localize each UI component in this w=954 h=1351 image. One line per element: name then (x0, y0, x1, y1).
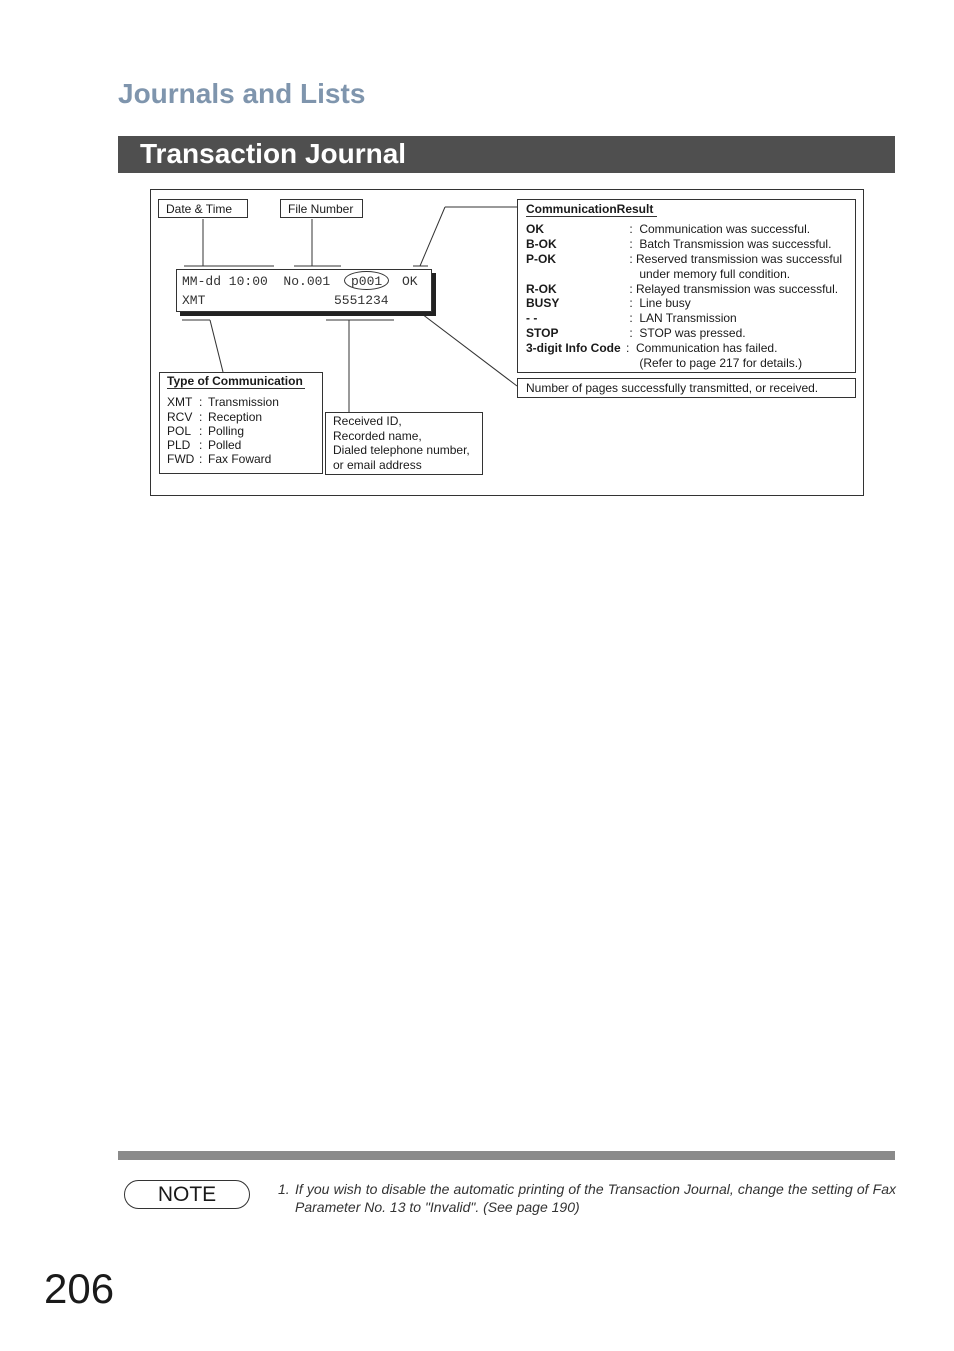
result-row (526, 252, 855, 282)
recv-line: Received ID, (333, 414, 402, 428)
printout-number: 5551234 (334, 293, 389, 308)
note-number: 1. (278, 1181, 290, 1197)
section-title: Journals and Lists (118, 78, 366, 109)
type-row (167, 410, 322, 424)
pages-note-box: Number of pages successfully transmitted, or received. (517, 378, 856, 398)
journal-diagram (150, 189, 864, 496)
result-desc: : Reserved transmission was successful under memory full condition. (629, 251, 843, 281)
result-code: 3-digit Info Code (526, 340, 621, 355)
type-row (167, 395, 322, 409)
result-desc: : Communication was successful. (626, 222, 811, 237)
result-desc: : Line busy (626, 296, 691, 311)
result-code: R-OK (526, 281, 557, 296)
result-code: BUSY (526, 296, 560, 311)
note-body: If you wish to disable the automatic printing of the Transaction Journal, change the setting of Fax Parameter No. 13 to "Invalid". (See page 190) (295, 1181, 896, 1215)
type-code: XMT (167, 395, 193, 410)
received-id-box (325, 412, 483, 475)
type-row (167, 438, 322, 452)
note-text (278, 1180, 896, 1216)
recv-line: or email address (333, 457, 422, 472)
result-desc: : Relayed transmission was successful. (626, 281, 839, 296)
type-sep: : (199, 423, 203, 438)
page-title: Transaction Journal (140, 138, 407, 169)
type-desc: Polling (208, 423, 245, 438)
type-sep: : (199, 409, 203, 424)
result-row (526, 282, 855, 297)
result-desc: : STOP was pressed. (626, 325, 746, 340)
type-row (167, 452, 322, 466)
result-row (526, 296, 855, 311)
type-desc: Polled (208, 438, 242, 452)
result-row (526, 311, 855, 326)
result-code: - - (526, 311, 538, 326)
result-row (526, 237, 855, 252)
date-time-label: Date & Time (158, 199, 248, 218)
page-number: 206 (44, 1265, 115, 1312)
type-row (167, 424, 322, 438)
printout-pages: p001 (351, 274, 383, 289)
recv-line: Recorded name, (333, 428, 422, 443)
type-sep: : (199, 395, 203, 410)
result-row (526, 326, 855, 341)
pages-highlight-oval (344, 271, 389, 290)
type-code: POL (167, 423, 192, 438)
result-row (526, 222, 855, 237)
note-divider (118, 1151, 895, 1160)
title-bar (118, 136, 895, 173)
type-of-communication-box (159, 372, 323, 474)
note-badge: NOTE (124, 1180, 250, 1209)
journal-printout (176, 269, 432, 312)
result-desc: : Communication has failed. (Refer to page 217 for details.) (626, 340, 803, 370)
type-desc: Transmission (208, 395, 279, 410)
result-desc: : Batch Transmission was successful. (626, 237, 832, 252)
result-code: STOP (526, 325, 559, 340)
file-number-label: File Number (280, 199, 363, 218)
type-desc: Reception (208, 409, 263, 424)
communication-result-box (517, 199, 856, 373)
result-code: OK (526, 222, 544, 237)
result-code: B-OK (526, 237, 557, 252)
type-sep: : (199, 438, 203, 452)
type-heading: Type of Communication (167, 374, 303, 388)
type-desc: Fax Foward (208, 452, 272, 467)
result-row (526, 341, 855, 371)
communication-result-heading: CommunicationResult (526, 202, 657, 217)
type-code: PLD (167, 438, 191, 452)
recv-line: Dialed telephone number, (333, 443, 470, 457)
type-code: FWD (167, 452, 195, 467)
type-code: RCV (167, 409, 193, 424)
printout-type: XMT (182, 293, 206, 308)
result-desc: : LAN Transmission (626, 311, 737, 326)
type-sep: : (199, 452, 203, 467)
printout-date-file: MM-dd 10:00 No.001 (182, 274, 331, 289)
printout-result: OK (402, 274, 418, 289)
result-code: P-OK (526, 251, 556, 266)
